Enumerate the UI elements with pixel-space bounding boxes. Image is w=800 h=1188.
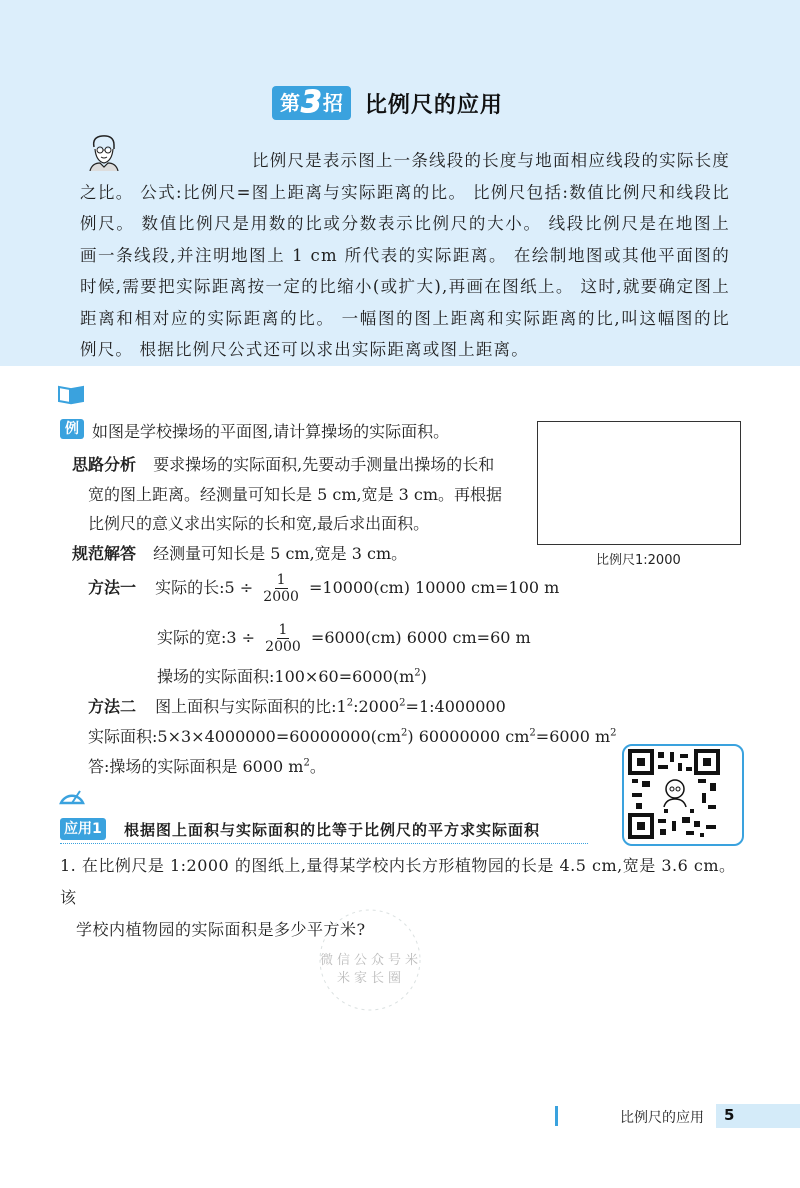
- qr-pattern-icon: [628, 749, 720, 839]
- page-title: 比例尺的应用: [364, 92, 503, 118]
- method1-label: 方法一: [88, 578, 137, 597]
- fraction-numerator: 1: [278, 622, 288, 638]
- superscript: 2: [529, 727, 536, 739]
- method1-area-row: [157, 664, 427, 687]
- page-number-box: [716, 1104, 800, 1128]
- intro-paragraph: 比例尺是表示图上一条线段的长度与地面相应线段的实际长度之比。 公式:比例尺=图上距离与实际距离的比。 比例尺包括:数值比例尺和线段比例尺。 数值比例尺是用数的比或分数表示比例尺的大小。 线段比例尺是在地图上画一条线段,并注明地图上 1 cm 所代表的实际距离。 在绘制地图或其他平面图的时候,需要把实际距离按一定的比缩小(或扩大),再画在图纸上。 这时,就要确定图上距离和相对应的实际距离的比。 一幅图的图上距离和实际距离的比,叫这幅图的比例尺。 根据比例尺公式还可以求出实际距离或图上距离。: [80, 151, 730, 359]
- application-divider: [60, 843, 588, 845]
- open-book-icon: [57, 383, 85, 405]
- superscript: 2: [303, 757, 310, 769]
- m1-width-suffix: =6000(cm) 6000 cm=60 m: [310, 628, 531, 647]
- superscript: 2: [399, 697, 406, 709]
- analysis-line-2: 宽的图上距离。经测量可知长是 5 cm,宽是 3 cm。再根据: [88, 485, 503, 504]
- final-answer-a: 答:操场的实际面积是 6000 m: [88, 757, 304, 776]
- method2-label: 方法二: [88, 697, 137, 716]
- playground-diagram: [537, 421, 741, 545]
- superscript: 2: [414, 667, 421, 679]
- example-question: 如图是学校操场的平面图,请计算操场的实际面积。: [92, 422, 450, 441]
- chapter-badge: [272, 86, 351, 120]
- fraction: [261, 572, 301, 605]
- analysis-label: 思路分析: [72, 455, 137, 474]
- fraction: [263, 622, 303, 655]
- fraction-denominator: 2000: [265, 639, 301, 655]
- answer-row: [72, 541, 407, 564]
- m1-length-prefix: 实际的长:5 ÷: [155, 578, 254, 597]
- m2-area-c: =6000 m: [535, 727, 611, 746]
- answer-label: 规范解答: [72, 544, 137, 563]
- m2-ratio-b: :2000: [353, 697, 400, 716]
- method2-row: [88, 694, 506, 717]
- analysis-row: [72, 452, 494, 475]
- example-tag: 例: [60, 419, 84, 439]
- method2-area-row: [88, 724, 617, 747]
- superscript: 2: [610, 727, 617, 739]
- m2-ratio-a: 图上面积与实际面积的比:1: [155, 697, 347, 716]
- analysis-line-1: 要求操场的实际面积,先要动手测量出操场的长和: [153, 455, 495, 474]
- m1-length-suffix: =10000(cm) 10000 cm=100 m: [309, 578, 560, 597]
- final-answer-b: 。: [309, 757, 326, 776]
- analysis-line-3: 比例尺的意义求出实际的长和宽,最后求出面积。: [88, 514, 430, 533]
- application-title: 根据图上面积与实际面积的比等于比例尺的平方求实际面积: [124, 821, 541, 839]
- superscript: 2: [346, 697, 354, 709]
- page-number: 5: [724, 1106, 735, 1124]
- protractor-icon: [58, 783, 86, 807]
- question-line-1: 1. 在比例尺是 1:2000 的图纸上,量得某学校内长方形植物园的长是 4.5 cm,宽是 3.6 cm。该: [60, 856, 736, 907]
- m1-width-prefix: 实际的宽:3 ÷: [157, 628, 256, 647]
- fraction-denominator: 2000: [263, 589, 299, 605]
- final-answer-row: [88, 754, 326, 777]
- application-tag: 应用1: [60, 818, 106, 840]
- badge-prefix: 第: [280, 91, 300, 115]
- badge-number: 3: [301, 85, 322, 120]
- question-line-2: 学校内植物园的实际面积是多少平方米?: [76, 920, 366, 939]
- chapter-title: [272, 85, 503, 121]
- m2-area-a: 实际面积:5×3×4000000=60000000(cm: [88, 727, 402, 746]
- method1-length-row: [88, 572, 559, 605]
- superscript: 2: [401, 727, 408, 739]
- m1-area-prefix: 操场的实际面积:100×60=6000(m: [157, 667, 415, 686]
- footer-title: 比例尺的应用: [620, 1110, 704, 1126]
- m1-area-suffix: ): [420, 667, 427, 686]
- m2-ratio-c: =1:4000000: [405, 697, 506, 716]
- diagram-caption: 比例尺1:2000: [596, 553, 681, 568]
- fraction-numerator: 1: [276, 572, 286, 588]
- footer-accent: [555, 1106, 558, 1126]
- watermark-text: 微信公众号米米家长圈: [319, 953, 422, 986]
- answer-line: 经测量可知长是 5 cm,宽是 3 cm。: [153, 544, 408, 563]
- qr-code[interactable]: [622, 744, 744, 846]
- m2-area-b: ) 60000000 cm: [407, 727, 530, 746]
- badge-suffix: 招: [322, 91, 343, 115]
- method1-width-row: [157, 622, 531, 655]
